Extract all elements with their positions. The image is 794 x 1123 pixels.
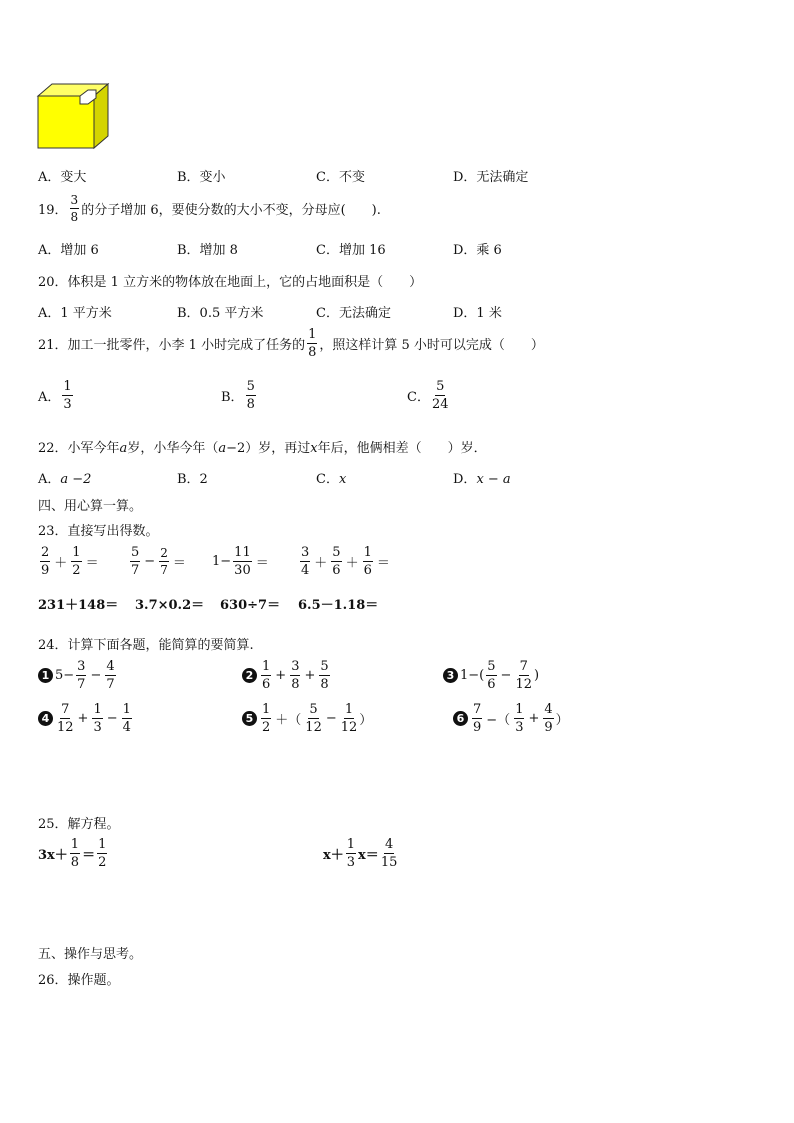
frac-b xyxy=(92,703,102,734)
q21-frac-den: 8 xyxy=(308,345,317,360)
op: + xyxy=(528,711,540,726)
frac-den: 30 xyxy=(234,563,251,578)
frac-num: 1 xyxy=(98,837,107,852)
q22-text-3: −2）岁，再过 xyxy=(226,441,311,456)
q22-option-a-value: a −2 xyxy=(60,472,92,487)
frac-num: 5 xyxy=(332,545,341,560)
q19-frac-den: 8 xyxy=(70,210,79,224)
q21-text-2: ，照这样计算 5 小时可以完成（ ） xyxy=(319,338,544,353)
prefix: 1− xyxy=(212,554,232,569)
frac-b xyxy=(381,838,398,869)
q23-eq4-frac-a xyxy=(300,546,310,577)
equals: ＝ xyxy=(85,556,99,571)
prefix: x＋ xyxy=(323,848,344,863)
q21-option-c-den: 24 xyxy=(431,397,449,412)
op: − xyxy=(144,554,156,569)
frac-den: 3 xyxy=(346,855,356,870)
frac-num: 4 xyxy=(106,659,115,674)
op: − xyxy=(90,668,102,683)
q21-option-a-num: 1 xyxy=(63,379,72,394)
frac-b xyxy=(290,660,300,691)
frac-den: 2 xyxy=(262,720,271,735)
op: + xyxy=(77,711,89,726)
q23-title: 23．直接写出得数。 xyxy=(38,524,159,539)
q20-option-a[interactable]: A．1 平方米 xyxy=(38,306,112,321)
q22-var-x: x xyxy=(310,441,318,456)
frac-den: 2 xyxy=(98,855,107,870)
circled-number-3: 3 xyxy=(443,668,458,683)
frac-a xyxy=(472,703,482,734)
frac-num: 5 xyxy=(131,545,140,560)
q23-eq3-frac-a xyxy=(233,546,252,577)
frac-den: 6 xyxy=(262,677,271,692)
q21-option-a[interactable] xyxy=(38,380,75,411)
mid: x＝ xyxy=(358,848,379,863)
circled-number-5: 5 xyxy=(242,711,257,726)
q22-option-b[interactable]: B．2 xyxy=(177,472,208,487)
q19-option-d[interactable]: D．乘 6 xyxy=(453,243,502,258)
q21-option-c-label: C． xyxy=(407,390,430,405)
q22-text-2: 岁，小华今年（ xyxy=(127,441,219,456)
q24-problem-3 xyxy=(443,660,539,691)
q20-option-b[interactable]: B．0.5 平方米 xyxy=(177,306,264,321)
q24-title: 24．计算下面各题，能简算的要简算. xyxy=(38,638,254,653)
frac-den: 4 xyxy=(122,720,131,735)
frac-num: 7 xyxy=(519,659,528,674)
frac-a xyxy=(261,703,271,734)
frac-num: 1 xyxy=(262,702,271,717)
frac-den: 7 xyxy=(160,563,168,577)
frac-num: 1 xyxy=(346,837,356,852)
op: −（ xyxy=(486,713,511,728)
q21-option-c-num: 5 xyxy=(436,379,445,394)
circled-number-1: 1 xyxy=(38,668,53,683)
frac-num: 3 xyxy=(291,659,300,674)
op: + xyxy=(275,668,287,683)
section4-heading: 四、用心算一算。 xyxy=(38,499,143,514)
frac-num: 2 xyxy=(41,545,50,560)
q23-eq1 xyxy=(38,546,101,577)
frac-b xyxy=(97,838,107,869)
frac-num: 1 xyxy=(363,545,372,560)
frac-num: 1 xyxy=(122,702,131,717)
q25-title: 25．解方程。 xyxy=(38,817,120,832)
frac-den: 12 xyxy=(340,720,358,735)
frac-b xyxy=(515,660,532,691)
q23-eq4-frac-c xyxy=(363,546,373,577)
op: − xyxy=(106,711,118,726)
frac-c xyxy=(341,703,358,734)
q19-option-b[interactable]: B．增加 8 xyxy=(177,243,238,258)
frac-num: 1 xyxy=(344,702,354,717)
op: − xyxy=(325,711,337,726)
q21-option-b-den: 8 xyxy=(246,397,255,412)
q24-problem-2 xyxy=(242,660,332,691)
frac-den: 15 xyxy=(380,855,398,870)
frac-num: 5 xyxy=(487,659,496,674)
q21-option-b-label: B． xyxy=(221,390,244,405)
q20-option-c[interactable]: C．无法确定 xyxy=(316,306,391,321)
q21-option-c[interactable] xyxy=(407,380,451,411)
q26-title: 26．操作题。 xyxy=(38,973,120,988)
q20-option-d[interactable]: D．1 米 xyxy=(453,306,502,321)
frac-b xyxy=(105,660,115,691)
q22-var-a-2: a xyxy=(218,441,227,456)
q19-option-c[interactable]: C．增加 16 xyxy=(316,243,386,258)
frac-den: 7 xyxy=(131,563,140,578)
frac-den: 9 xyxy=(473,720,482,735)
q24-problem-4 xyxy=(38,703,134,734)
q21-frac-num: 1 xyxy=(308,327,317,342)
frac-num: 1 xyxy=(262,659,271,674)
q18-option-d[interactable]: D．无法确定 xyxy=(453,170,529,185)
equals: ＝ xyxy=(82,848,96,863)
q19-frac-num: 3 xyxy=(70,193,79,207)
op: ＋（ xyxy=(275,713,302,728)
prefix: 1−( xyxy=(460,668,485,683)
frac-num: 3 xyxy=(77,659,86,674)
frac-den: 12 xyxy=(57,720,74,735)
frac-num: 4 xyxy=(544,702,553,717)
frac-num: 7 xyxy=(61,702,70,717)
frac-num: 11 xyxy=(234,545,251,560)
frac-den: 12 xyxy=(515,677,532,692)
cube-figure xyxy=(36,82,112,152)
op: + xyxy=(304,668,316,683)
q24-problem-6 xyxy=(453,703,569,734)
frac-den: 6 xyxy=(332,563,341,578)
frac-num: 5 xyxy=(320,659,329,674)
frac-c xyxy=(319,660,329,691)
q22-question xyxy=(38,437,487,456)
q25-equation-1 xyxy=(38,838,109,869)
frac-den: 7 xyxy=(77,677,86,692)
equals: ＝ xyxy=(172,556,186,571)
q19-number: 19． xyxy=(38,203,68,218)
q18-option-b[interactable]: B．变小 xyxy=(177,170,226,185)
frac-c xyxy=(122,703,132,734)
q23-row2-item-4: 6.5－1.18＝ xyxy=(298,598,379,613)
q22-option-c-label: C． xyxy=(316,472,339,487)
q21-option-a-label: A． xyxy=(38,390,61,405)
frac-num: 1 xyxy=(72,545,81,560)
q21-option-b[interactable] xyxy=(221,380,258,411)
suffix: ) xyxy=(533,668,540,683)
frac-a xyxy=(76,660,86,691)
q23-eq1-frac-a xyxy=(40,546,50,577)
op: ＋ xyxy=(314,556,328,571)
frac-a xyxy=(346,838,356,869)
frac-a xyxy=(57,703,74,734)
circled-number-4: 4 xyxy=(38,711,53,726)
prefix: 5− xyxy=(55,668,75,683)
frac-den: 3 xyxy=(515,720,524,735)
q22-option-a[interactable] xyxy=(38,468,91,487)
frac-den: 8 xyxy=(291,677,300,692)
equals: ＝ xyxy=(376,556,390,571)
q23-row2-item-3: 630÷7＝ xyxy=(220,598,281,613)
frac-a xyxy=(70,838,80,869)
q23-row2-item-1: 231＋148＝ xyxy=(38,598,119,613)
q22-option-c[interactable] xyxy=(316,468,346,487)
q20-question: 20．体积是 1 立方米的物体放在地面上，它的占地面积是（ ） xyxy=(38,275,423,290)
q19-question xyxy=(38,194,381,223)
frac-num: 1 xyxy=(93,702,102,717)
frac-c xyxy=(543,703,553,734)
section5-heading: 五、操作与思考。 xyxy=(38,947,143,962)
q24-problem-1 xyxy=(38,660,118,691)
q23-eq4 xyxy=(298,546,392,577)
q22-var-a: a xyxy=(119,441,128,456)
q22-option-c-value: x xyxy=(338,472,347,487)
q22-option-a-label: A． xyxy=(38,472,61,487)
q22-option-d-value: x − a xyxy=(476,472,511,487)
q21-option-a-frac xyxy=(62,380,72,411)
q21-option-c-frac xyxy=(432,380,449,411)
q22-text-4: 年后，他俩相差（ ）岁． xyxy=(317,441,487,456)
frac-num: 3 xyxy=(301,545,310,560)
q23-row2-item-2: 3.7×0.2＝ xyxy=(135,598,205,613)
q19-fraction xyxy=(70,194,80,223)
q22-option-d-label: D． xyxy=(453,472,477,487)
frac-num: 4 xyxy=(384,837,394,852)
frac-den: 3 xyxy=(93,720,102,735)
op: ＋ xyxy=(345,556,359,571)
frac-den: 8 xyxy=(70,855,80,870)
q21-question xyxy=(38,328,544,359)
frac-a xyxy=(486,660,496,691)
frac-den: 4 xyxy=(301,563,310,578)
q23-eq3 xyxy=(212,546,271,577)
frac-den: 9 xyxy=(41,563,50,578)
frac-den: 6 xyxy=(487,677,496,692)
prefix: 3x＋ xyxy=(38,848,68,863)
frac-num: 1 xyxy=(515,702,524,717)
q23-eq2 xyxy=(128,546,188,577)
q23-eq2-frac-a xyxy=(130,546,140,577)
equals: ＝ xyxy=(255,556,269,571)
circled-number-6: 6 xyxy=(453,711,468,726)
q22-text-1: 22．小军今年 xyxy=(38,441,120,456)
frac-b xyxy=(305,703,322,734)
frac-den: 12 xyxy=(305,720,322,735)
frac-den: 8 xyxy=(320,677,329,692)
op: − xyxy=(500,668,512,683)
q24-problem-5 xyxy=(242,703,372,734)
frac-den: 6 xyxy=(363,563,372,578)
circled-number-2: 2 xyxy=(242,668,257,683)
frac-b xyxy=(514,703,524,734)
q22-option-d[interactable] xyxy=(453,468,511,487)
suffix: ） xyxy=(555,713,569,728)
q21-option-b-frac xyxy=(246,380,256,411)
frac-num: 1 xyxy=(70,837,80,852)
op: ＋ xyxy=(54,556,68,571)
frac-num: 5 xyxy=(309,702,318,717)
q21-option-a-den: 3 xyxy=(63,397,72,412)
q23-eq4-frac-b xyxy=(331,546,341,577)
q23-eq1-frac-b xyxy=(71,546,81,577)
q19-text: 的分子增加 6，要使分数的大小不变，分母应( ). xyxy=(81,203,381,218)
q18-option-c[interactable]: C．不变 xyxy=(316,170,365,185)
frac-den: 2 xyxy=(72,563,81,578)
frac-num: 2 xyxy=(160,546,168,560)
q18-option-a[interactable]: A．变大 xyxy=(38,170,87,185)
frac-den: 7 xyxy=(106,677,115,692)
frac-a xyxy=(261,660,271,691)
q21-option-b-num: 5 xyxy=(246,379,255,394)
frac-num: 7 xyxy=(473,702,482,717)
q21-text: 21．加工一批零件，小李 1 小时完成了任务的 xyxy=(38,338,306,353)
q25-equation-2 xyxy=(323,838,399,869)
q23-eq2-frac-b xyxy=(159,547,169,576)
suffix: ） xyxy=(359,713,373,728)
frac-den: 9 xyxy=(544,720,553,735)
q21-fraction xyxy=(307,328,317,359)
q19-option-a[interactable]: A．增加 6 xyxy=(38,243,99,258)
